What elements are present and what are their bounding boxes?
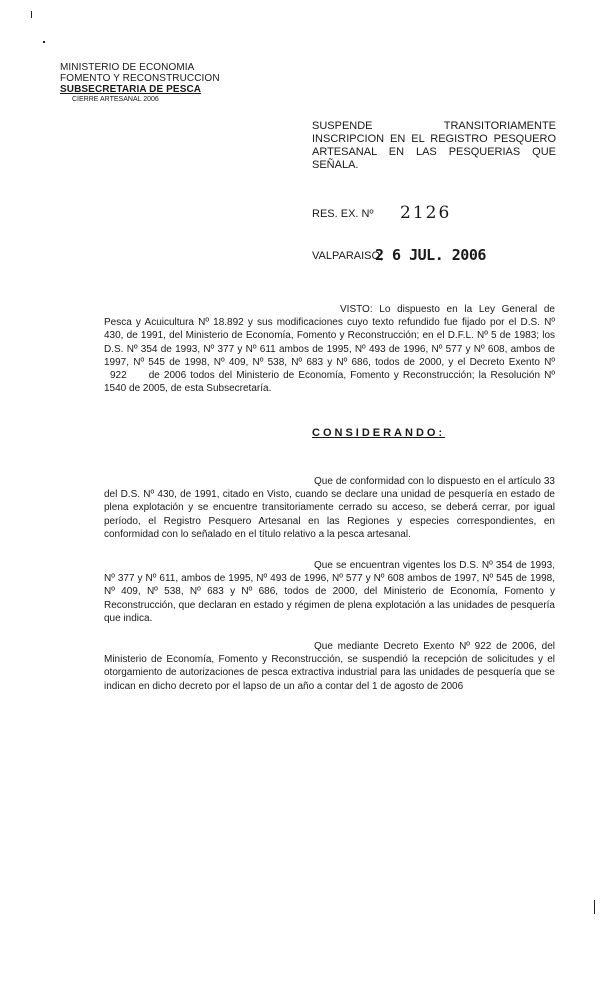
ministry-line-1: MINISTERIO DE ECONOMIA: [60, 62, 195, 73]
scan-speck: [43, 41, 45, 43]
considerando-text-1: Que de conformidad con lo dispuesto en el artículo 33 del D.S. Nº 430, de 1991, citado en Visto, cuando se declare una unidad de pesquería en estado de plena explotación y se encuentre transitoriamente cerrado su acceso, se deberá cerrar, por igual período, el Registro Pesquero Artesanal en las Regiones y especies correspondientes, en conformidad con lo señalado en el título relativo a la pesca artesanal.: [104, 476, 555, 540]
considerando-paragraph-2: [104, 559, 555, 625]
resolution-label: RES. EX. Nº: [312, 208, 374, 220]
considerando-text-2: Que se encuentran vigentes los D.S. Nº 354 de 1993, Nº 377 y Nº 611, ambos de 1995, Nº 493 de 1996, Nº 577 y Nº 608 ambos de 1997, Nº 545 de 1998, Nº 409, Nº 538, Nº 683 y Nº 686, todos de 2000, del Ministerio de Economía, Fomento y Reconstrucción, que declaran en estado y régimen de plena explotación a las unidades de pesquería que indica.: [104, 560, 555, 624]
cierre-artesanal: CIERRE ARTESANAL 2006: [72, 96, 159, 103]
date-place: VALPARAISO,: [312, 250, 384, 262]
scan-speck: [31, 11, 32, 18]
resolution-number-block: [312, 203, 572, 227]
scan-speck: [594, 900, 595, 914]
visto-decree-number: 922: [110, 370, 127, 382]
date-value: 2 6 JUL. 2006: [375, 246, 486, 264]
letterhead: [60, 62, 240, 104]
considerando-heading: CONSIDERANDO:: [312, 427, 446, 439]
visto-text: VISTO: Lo dispuesto en la Ley General de Pesca y Acuicultura Nº 18.892 y sus modificaciones cuyo texto refundido fue fijado por el D.S. Nº 430, de 1991, del Ministerio de Economía, Fomento y Reconstrucción; en el D.F.L. Nº 5 de 1983; los D.S. Nº 354 de 1993, Nº 377 y Nº 611 ambos de 1995, Nº 493 de 1996, Nº 577 y Nº 608, ambos de 1997, Nº 545 de 1998, Nº 409, Nº 538, Nº 683 y Nº 686, todos de 2000, y el Decreto Exento Nº: [104, 304, 555, 368]
considerando-text-3: Que mediante Decreto Exento Nº 922 de 2006, del Ministerio de Economía, Fomento y Reconstrucción, se suspendió la recepción de solicitudes y el otorgamiento de autorizaciones de pesca extractiva industrial para las unidades de pesquería que se indican en dicho decreto por el lapso de un año a contar del 1 de agosto de 2006: [104, 641, 555, 692]
considerando-paragraph-3: [104, 640, 555, 693]
resolution-number: 2126: [400, 203, 452, 223]
visto-paragraph: [104, 303, 555, 395]
date-block: [312, 246, 572, 268]
subsecretaria: SUBSECRETARIA DE PESCA: [60, 84, 202, 95]
subject-text: SUSPENDE TRANSITORIAMENTE INSCRIPCION EN EL REGISTRO PESQUERO ARTESANAL EN LAS PESQUERIAS QUE SEÑALA.: [312, 120, 556, 171]
ministry-line-2: FOMENTO Y RECONSTRUCCION: [60, 73, 220, 84]
visto-text-rest: de 2006 todos del Ministerio de Economía, Fomento y Reconstrucción; la Resolución Nº 1540 de 2005, de esta Subsecretaría.: [104, 370, 555, 395]
considerando-paragraph-1: [104, 475, 555, 541]
